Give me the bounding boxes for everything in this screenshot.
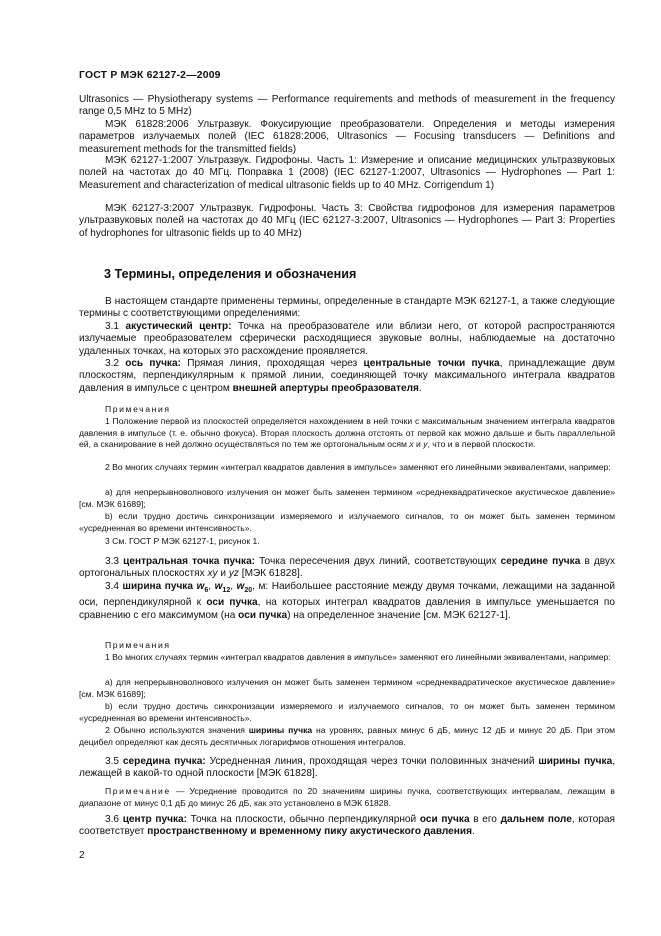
notes-2-label: Примечания: [105, 640, 171, 650]
ref-r4: МЭК 62127-3:2007 Ультразвук. Гидрофоны. Часть 3: Свойства гидрофонов для измерения параметров ультразвуковых полей на частотах до 40 МГц (IEC 62127-3:2007, Ultrasonics — Hydrophones — Part 3: Properties of hydrophones for ultrasonic fields up to 40 MHz): [79, 203, 615, 239]
note-1-1: 1 Положение первой из плоскостей определяется нахождением в ней точки с максимальным значением интеграла квадратов давления в импульсе (т. е. обычно фокуса). Вторая плоскость должна отстоять от первой как можно дальше и быть параллельной ей, а сканирование в ней должно осуществляться по тем же ортогональным осям x и y, что и в первой плоскости.: [79, 416, 615, 449]
term-3-1-name: акустический центр:: [125, 321, 232, 332]
page-number: 2: [79, 850, 85, 861]
term-3-4: 3.4 ширина пучка $w_6$, $w_{12}$, $w_{20}$, м: Наибольшее расстояние между двумя точками, лежащими на заданной оси, перпендикулярной к оси пучка, на которых интеграл квадратов давления в импульсе уменьшается по сравнению с его максимумом (на оси пучка) на определенное значение [см. МЭК 62127-1].: [79, 581, 616, 621]
term-3-2: 3.2 ось пучка: Прямая линия, проходящая через центральные точки пучка, принадлежащие двум плоскостям, перпендикулярным к прямой линии, соединяющей точку максимального интеграла квадратов давления в импульсе с центром внешней апертуры преобразователя.: [79, 358, 615, 394]
section-title: 3 Термины, определения и обозначения: [104, 267, 357, 281]
note-2-1: 1 Во многих случаях термин «интеграл квадратов давления в импульсе» заменяют его линейными эквивалентами, например:: [105, 652, 611, 662]
note-1-2a: а) для непрерывноволнового излучения он может быть заменен термином «среднеквадратическое акустическое давление» [см. МЭК 61689];: [79, 487, 615, 509]
notes-1-label: Примечания: [105, 404, 171, 414]
term-3-6: 3.6 центр пучка: Точка на плоскости, обычно перпендикулярной оси пучка в его дальнем поле, которая соответствует пространственному и временному пику акустического давления.: [79, 814, 615, 838]
term-3-3: 3.3 центральная точка пучка: Точка пересечения двух линий, соответствующих середине пучка в двух ортогональных плоскостях xy и yz [МЭК 61828].: [79, 556, 616, 580]
section-intro: В настоящем стандарте применены термины, определенные в стандарте МЭК 62127-1, а также следующие термины с соответствующими определениями:: [79, 296, 615, 320]
term-3-1: 3.1 акустический центр: Точка на преобразователе или вблизи него, от которой распространяются излучаемые преобразователем сферически расходящиеся звуковые волны, наблюдаемые на достаточно удаленных точках, на которых это расхождение проявляется.: [79, 321, 615, 357]
note-3-5: Примечание — Усреднение проводится по 20 значениям ширины пучка, соответствующих интервалам, лежащим в диапазоне от минус 0,1 дБ до минус 26 дБ, как это установлено в МЭК 61828.: [79, 786, 615, 808]
ref-r1: Ultrasonics — Physiotherapy systems — Performance requirements and methods of measurement in the frequency range 0,5 MHz to 5 MHz): [79, 94, 615, 118]
term-3-2-name: ось пучка:: [125, 358, 181, 369]
ref-r2: МЭК 61828:2006 Ультразвук. Фокусирующие преобразователи. Определения и методы измерения параметров излучаемых полей (IEC 61828:2006, Ultrasonics — Focusing transducers — Definitions and measurement methods for the transmitted fields): [79, 119, 615, 155]
term-3-6-name: центр пучка:: [122, 814, 187, 825]
note-1-3: 3 См. ГОСТ Р МЭК 62127-1, рисунок 1.: [105, 536, 260, 546]
note-1-2b: b) если трудно достичь синхронизации измеряемого и излучаемого сигналов, то он может быть заменен термином «усредненная во времени интенсивность».: [79, 511, 615, 533]
ref-r3: МЭК 62127-1:2007 Ультразвук. Гидрофоны. Часть 1: Измерение и описание медицинских ультразвуковых полей на частотах до 40 МГц. Поправка 1 (2008) (IEC 62127-1:2007, Ultrasonics — Hydrophones — Part 1: Measurement and characterization of medical ultrasonic fields up to 40 MHz. Corrigendum 1): [79, 155, 615, 191]
note-2-1b: b) если трудно достичь синхронизации измеряемого и излучаемого сигналов, то он может быть заменен термином «усредненная во времени интенсивность».: [79, 701, 615, 723]
term-3-4-name: ширина пучка: [122, 581, 193, 592]
note-1-2: 2 Во многих случаях термин «интеграл квадратов давления в импульсе» заменяют его линейными эквивалентами, например:: [105, 462, 611, 472]
term-3-5-name: середина пучка:: [122, 756, 206, 767]
term-3-5: 3.5 середина пучка: Усредненная линия, проходящая через точки половинных значений ширины пучка, лежащей в какой-то одной плоскости [МЭК 61828].: [79, 756, 615, 780]
note-2-1a: а) для непрерывноволнового излучения он может быть заменен термином «среднеквадратическое акустическое давление» [см. МЭК 61689];: [79, 677, 615, 699]
term-3-3-name: центральная точка пучка:: [123, 556, 256, 567]
document-header: ГОСТ Р МЭК 62127-2—2009: [79, 70, 221, 81]
note-2-2: 2 Обычно используются значения ширины пучка на уровнях, равных минус 6 дБ, минус 12 дБ и минус 20 дБ. При этом децибел определяют как десять десятичных логарифмов отношения интегралов.: [79, 725, 616, 747]
